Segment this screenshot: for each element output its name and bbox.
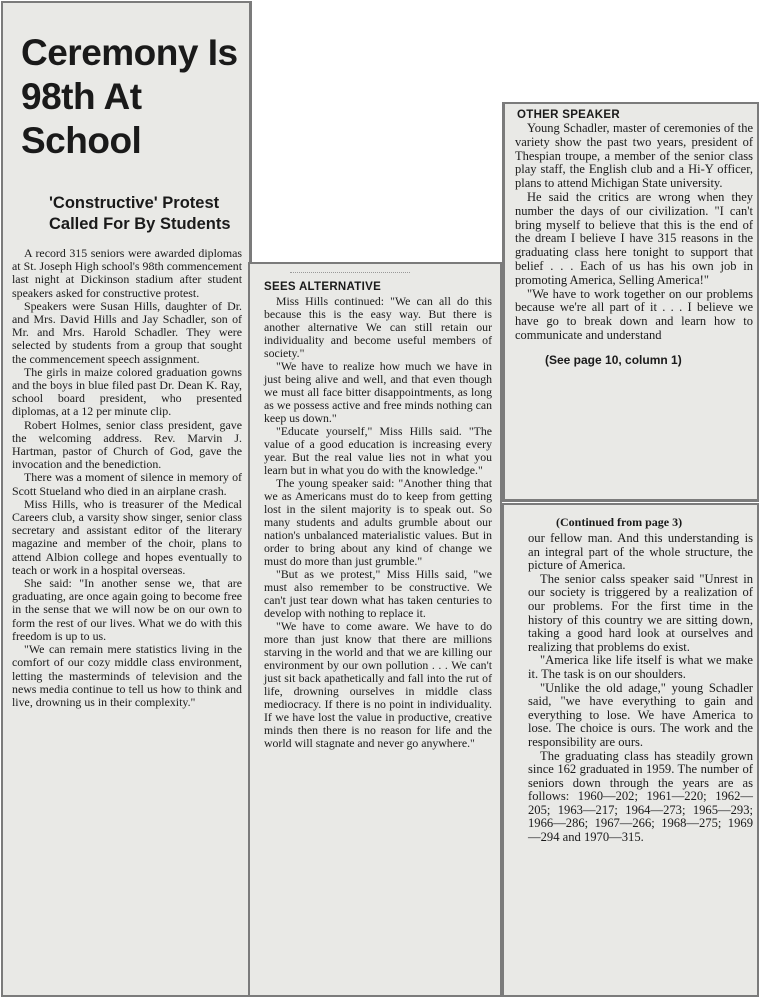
paragraph: "Unlike the old adage," young Schadler said, "we have everything to gain and everything to lose. We have America to lose. The choice is ours. The work and the responsibility are ours. — [528, 680, 753, 749]
paragraph: The young speaker said: "Another thing that we as Americans must do to keep from getting lost in the silent majority is to speak out. So many students and adults grumble about our nation's unbalanced materialistic values. But in order to bring about any kind of change we must do more than just grumble." — [264, 476, 492, 568]
continued-heading: (Continued from page 3) — [556, 515, 683, 529]
article-subhead: 'Constructive' Protest Called For By Students — [49, 194, 231, 233]
paragraph: "But as we protest," Miss Hills said, "we must also remember to be constructive. We can't just tear down what has taken centuries to develop with nothing to replace it. — [264, 567, 492, 620]
paragraph: "We have to realize how much we have in just being alive and well, and that even though we must all face bitter disappointments, as long as we possess active and free minds nothing can keep us down." — [264, 359, 492, 425]
speaker-column-body — [505, 122, 757, 343]
main-article-clipping — [1, 1, 252, 997]
paragraph: "We have to come aware. We have to do more than just know that there are millions starving in the world and that we are killing our environment by our own pollution . . . We can't just sit back apathetically and fall into the rut of life, drowning ourselves in middle class mediocracy. If there is no point in individuality. If we have lost the value in productive, creative minds then there is no reason for life and the world will stagnate and never go anywhere." — [264, 619, 492, 750]
paragraph: Miss Hills continued: "We can all do this because this is the easy way. But there is another alternative We can still retain our individuality and become useful members of society." — [264, 294, 492, 360]
paragraph: "America like life itself is what we make it. The task is on our shoulders. — [528, 653, 753, 681]
jump-reference: (See page 10, column 1) — [545, 352, 682, 367]
continued-column-body — [504, 532, 757, 845]
main-column-body — [3, 247, 249, 709]
other-speaker-clipping — [502, 102, 759, 502]
paragraph: He said the critics are wrong when they number the days of our civilization. "I can't bring myself to believe that this is the end of the dream I believe I have 315 reasons in the graduating class here tonight to support that belief . . . Each of us has his own job in promoting America, Selling America!" — [515, 189, 753, 287]
paragraph: "We have to work together on our problems because we're all part of it . . . I believe we have go to break down and learn how to communicate and understand — [515, 286, 753, 342]
paragraph: A record 315 seniors were awarded diplomas at St. Joseph High school's 98th commencement last night at Dickinson stadium after student speakers asked for constructive protest. — [12, 246, 242, 300]
paragraph: The senior calss speaker said "Unrest in our society is triggered by a realization of our problems. For the first time in the history of this country we are sitting down, taking a good hard look at ourselves and realizing that problems do exist. — [528, 571, 753, 654]
continued-clipping — [502, 503, 759, 997]
paragraph: The girls in maize colored graduation gowns and the boys in blue filed past Dr. Dean K. Ray, school board president, who presented diplomas, at a 12 per minute clip. — [12, 364, 242, 419]
paragraph: Miss Hills, who is treasurer of the Medical Careers club, a varsity show singer, senior class secretary and assistant editor of the literary magazine and member of the choir, plans to attend Albion college and hopes eventually to teach or work in a hospital overseas. — [12, 496, 242, 577]
paragraph: Young Schadler, master of ceremonies of the variety show the past two years, president of Thespian troupe, a member of the senior class play staff, the English club and a Hi-Y officer, plans to attend Michigan State university. — [515, 121, 753, 191]
paragraph: She said: "In another sense we, that are graduating, are once again going to become free in the sense that we will now be on our own to form the rest of our lives. What we do with this freedom is up to us. — [12, 576, 242, 643]
section-heading: SEES ALTERNATIVE — [264, 281, 382, 293]
paragraph: The graduating class has steadily grown since 162 graduated in 1959. The number of seniors down through the years are as follows: 1960—202; 1961—220; 1962—205; 1963—217; 1964—273; 1965—293; 1966—286; 1967—266; 1968—275; 1969—294 and 1970—315. — [528, 748, 753, 845]
section-heading: OTHER SPEAKER — [517, 109, 620, 121]
paragraph: Robert Holmes, senior class president, gave the welcoming address. Rev. Marvin J. Hartman, pastor of Church of God, gave the invocation and the benediction. — [12, 417, 242, 472]
paragraph: Speakers were Susan Hills, daughter of Dr. and Mrs. David Hills and Jay Schadler, son of Mr. and Mrs. Harold Schadler. They were selected by students from a group that sought the commencement speech assignment. — [12, 298, 242, 366]
paragraph: There was a moment of silence in memory of Scott Stueland who died in an airplane crash. — [12, 470, 242, 498]
paragraph: "We can remain mere statistics living in the comfort of our cozy middle class environment, letting the masterminds of television and the news media continue to tell us how to think and live, drowning us in their complexity." — [12, 642, 242, 709]
cut-text-fragment — [290, 266, 410, 273]
middle-column-body — [250, 295, 500, 750]
paragraph: our fellow man. And this understanding is an integral part of the whole structure, the picture of America. — [528, 531, 753, 573]
paragraph: "Educate yourself," Miss Hills said. "The value of a good education is increasing every year. But the real value lies not in what you learn but in what you do with the knowledge." — [264, 424, 492, 477]
article-headline: Ceremony Is 98th At School — [21, 32, 238, 161]
middle-column-clipping — [248, 262, 502, 997]
